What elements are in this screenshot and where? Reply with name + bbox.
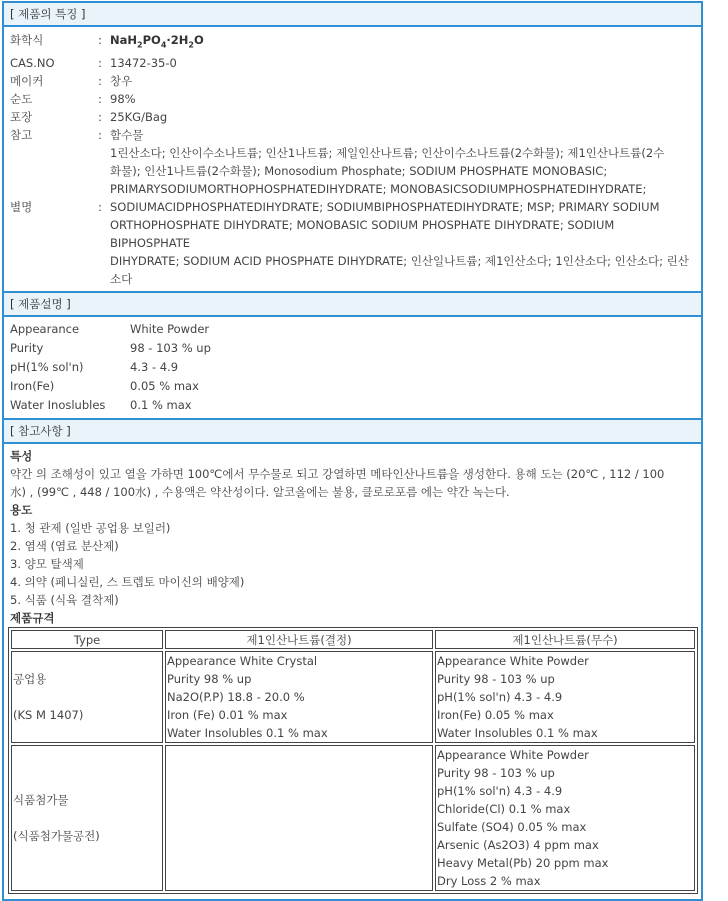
spec-row-food: [11, 745, 695, 891]
alias-line: ORTHOPHOSPHATE DIHYDRATE; MONOBASIC SODIUM PHOSPHATE DIHYDRATE; SODIUM BIPHOSPHATE: [110, 218, 615, 251]
purity-row: [10, 90, 697, 108]
colon: :: [98, 128, 102, 143]
features-header: [ 제품의 특징 ]: [4, 3, 701, 27]
colon: :: [98, 200, 102, 215]
alias-value: [110, 198, 697, 288]
desc-value: 4.3 - 4.9: [130, 360, 179, 375]
spec-anhydrous-cell: [435, 745, 695, 891]
alias-label: 별명: [10, 200, 33, 215]
spec-line: pH(1% sol'n) 4.3 - 4.9: [437, 690, 563, 705]
purity-value: 98%: [110, 92, 136, 107]
alias-line: DIHYDRATE; SODIUM ACID PHOSPHATE DIHYDRATE; 인산일나트륨; 제1인산소다; 1인산소다; 인산소다; 린산: [110, 254, 689, 269]
desc-value: 0.1 % max: [130, 398, 192, 413]
colon: :: [98, 56, 102, 71]
spec-line: Heavy Metal(Pb) 20 ppm max: [437, 856, 609, 871]
reference-header: [ 참고사항 ]: [4, 418, 701, 444]
colon: :: [98, 92, 102, 107]
spec-row-industrial: [11, 651, 695, 743]
reference-row: [10, 126, 697, 198]
spacer: [13, 809, 161, 827]
property-text-line: 水) , (99℃ , 448 / 100水) , 수용액은 약산성이다. 알코올에는 불용, 클로로포름 에는 약간 녹는다.: [10, 485, 510, 500]
spec-line: Chloride(Cl) 0.1 % max: [437, 802, 571, 817]
desc-value: 98 - 103 % up: [130, 341, 211, 356]
maker-value: 창우: [110, 74, 133, 89]
spec-header-anhydrous: 제1인산나트륨(무수): [435, 630, 695, 649]
spec-line: Sulfate (SO4) 0.05 % max: [437, 820, 587, 835]
desc-value: 0.05 % max: [130, 379, 199, 394]
package-row: [10, 108, 697, 126]
spec-line: Purity 98 - 103 % up: [437, 766, 555, 781]
desc-row-insolubles: [10, 396, 697, 415]
spec-table: [8, 627, 698, 894]
spec-type-cell: [11, 745, 163, 891]
features-body: [4, 27, 701, 291]
package-label: 포장: [10, 110, 33, 125]
desc-label: Water Inoslubles: [10, 398, 106, 413]
spec-header-type: Type: [11, 630, 163, 649]
product-info-panel: [2, 1, 703, 901]
spec-line: Purity 98 - 103 % up: [437, 672, 555, 687]
type-standard: (KS M 1407): [13, 708, 84, 723]
reference-line: PRIMARYSODIUMORTHOPHOSPHATEDIHYDRATE; MONOBASICSODIUMPHOSPHATEDIHYDRATE;: [110, 182, 647, 197]
purity-label: 순도: [10, 92, 33, 107]
spec-line: pH(1% sol'n) 4.3 - 4.9: [437, 784, 563, 799]
spec-type-cell: [11, 651, 163, 743]
spec-line: Dry Loss 2 % max: [437, 874, 541, 889]
desc-value: White Powder: [130, 322, 210, 337]
cas-value: 13472-35-0: [110, 56, 177, 71]
spec-line: Iron (Fe) 0.01 % max: [167, 708, 288, 723]
reference-line: 화물); 인산1나트륨(2수화물); Monosodium Phosphate; SODIUM PHOSPHATE MONOBASIC;: [110, 164, 608, 179]
desc-label: Iron(Fe): [10, 379, 55, 394]
colon: :: [98, 33, 102, 47]
property-title: 특성: [10, 449, 33, 464]
formula-label: 화학식: [10, 33, 44, 47]
spec-crystal-cell: [165, 745, 433, 891]
use-item: 4. 의약 (페니실린, 스 트렙토 마이신의 배양제): [10, 575, 245, 590]
reference-line: 함수물: [110, 128, 144, 143]
reference-label: 참고: [10, 128, 33, 143]
spec-line: Water Insolubles 0.1 % max: [167, 726, 328, 741]
colon: :: [98, 110, 102, 125]
spec-line: Appearance White Powder: [437, 654, 589, 669]
desc-row-ph: [10, 358, 697, 377]
maker-row: [10, 72, 697, 90]
alias-line: SODIUMACIDPHOSPHATEDIHYDRATE; SODIUMBIPHOSPHATEDIHYDRATE; MSP; PRIMARY SODIUM: [110, 200, 660, 215]
reference-body: [4, 444, 701, 899]
property-text-line: 약간 의 조해성이 있고 열을 가하면 100℃에서 무수물로 되고 강열하면 메타인산나트륨을 생성한다. 용해 도는 (20℃ , 112 / 100: [10, 467, 665, 482]
spec-header-row: [11, 630, 695, 649]
spec-anhydrous-cell: [435, 651, 695, 743]
spec-line: Iron(Fe) 0.05 % max: [437, 708, 554, 723]
spec-line: Na2O(P.P) 18.8 - 20.0 %: [167, 690, 305, 705]
use-title: 용도: [10, 503, 33, 518]
desc-label: Purity: [10, 341, 44, 356]
use-item: 1. 청 관제 (일반 공업용 보일러): [10, 521, 171, 536]
formula-row: [10, 31, 697, 54]
colon: :: [98, 74, 102, 89]
spec-crystal-cell: [165, 651, 433, 743]
type-name: 공업용: [13, 672, 47, 687]
reference-value: [110, 126, 697, 198]
desc-row-purity: [10, 339, 697, 358]
alias-line: 소다: [110, 272, 133, 287]
spec-line: Water Insolubles 0.1 % max: [437, 726, 598, 741]
desc-row-appearance: [10, 320, 697, 339]
package-value: 25KG/Bag: [110, 110, 168, 125]
reference-line: 1린산소다; 인산이수소나트륨; 인산1나트륨; 제일인산나트륨; 인산이수소나트륨(2수화물); 제1인산나트륨(2수: [110, 146, 665, 161]
desc-label: Appearance: [10, 322, 80, 337]
description-body: [4, 317, 701, 418]
spec-line: Purity 98 % up: [167, 672, 252, 687]
cas-row: [10, 54, 697, 72]
chemical-formula: $NaH_2PO_4\cdot 2H_2O$: [110, 33, 204, 50]
type-name: 식품첨가물: [13, 793, 69, 808]
use-item: 3. 양모 탈색제: [10, 557, 84, 572]
spec-line: Appearance White Crystal: [167, 654, 318, 669]
spec-title: 제품규격: [10, 611, 55, 626]
desc-label: pH(1% sol'n): [10, 360, 84, 375]
maker-label: 메이커: [10, 74, 44, 89]
spec-line: Arsenic (As2O3) 4 ppm max: [437, 838, 599, 853]
alias-row: [10, 198, 697, 288]
spacer: [13, 688, 161, 706]
desc-row-iron: [10, 377, 697, 396]
spec-line: Appearance White Powder: [437, 748, 589, 763]
cas-label: CAS.NO: [10, 56, 55, 71]
use-item: 5. 식품 (식육 결착제): [10, 593, 119, 608]
description-header: [ 제품설명 ]: [4, 291, 701, 317]
use-item: 2. 염색 (염료 분산제): [10, 539, 119, 554]
type-standard: (식품첨가물공전): [13, 829, 100, 844]
spec-header-crystal: 제1인산나트륨(결정): [165, 630, 433, 649]
